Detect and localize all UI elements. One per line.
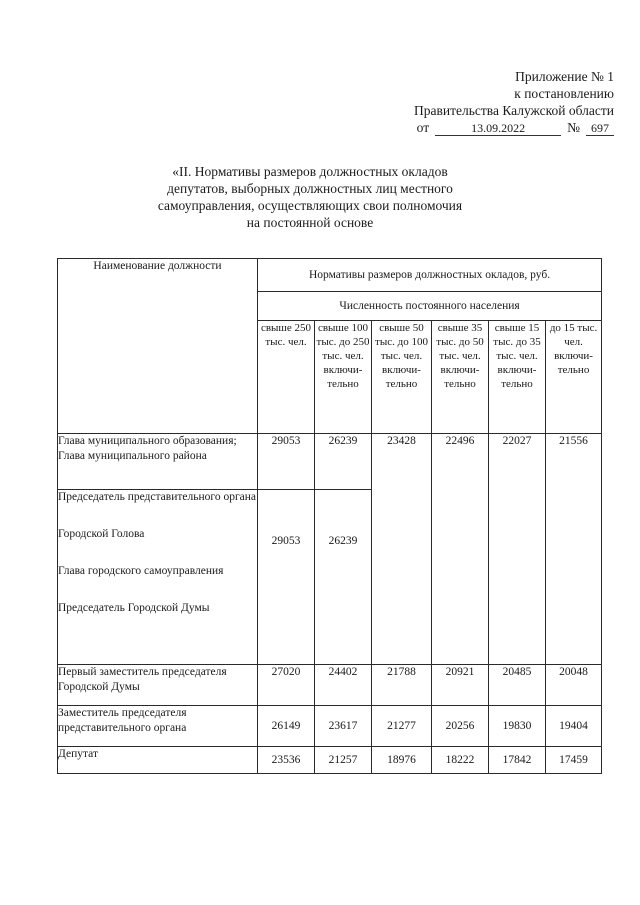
resolution-number: 697 — [586, 122, 614, 136]
salary-value: 29053 — [258, 434, 315, 490]
population-column-header: свыше 35 тыс. до 50 тыс. чел. включи-тельно — [432, 321, 489, 434]
resolution-date: 13.09.2022 — [435, 122, 561, 136]
salary-value: 21277 — [372, 706, 432, 747]
population-column-header: свыше 50 тыс. до 100 тыс. чел. включи-тельно — [372, 321, 432, 434]
position-name: Заместитель председателя представительного органа — [58, 706, 258, 747]
title-line-4: на постоянной основе — [246, 215, 374, 230]
salary-value: 21556 — [546, 434, 602, 665]
position-name: Первый заместитель председателя Городской Думы — [58, 665, 258, 706]
salary-value: 23617 — [315, 706, 372, 747]
salary-value: 20485 — [489, 665, 546, 706]
salary-value: 27020 — [258, 665, 315, 706]
document-header — [414, 68, 614, 136]
to-resolution-label: к постановлению — [514, 86, 614, 101]
salary-value: 20921 — [432, 665, 489, 706]
population-header: Численность постоянного населения — [258, 292, 602, 321]
date-number-row — [414, 119, 614, 136]
salary-value: 26239 — [315, 434, 372, 490]
salary-value: 18222 — [432, 747, 489, 774]
population-column-header: до 15 тыс. чел. включи-тельно — [546, 321, 602, 434]
salary-value: 24402 — [315, 665, 372, 706]
number-label: № — [567, 120, 580, 135]
salary-value: 23536 — [258, 747, 315, 774]
position-name: Депутат — [58, 747, 258, 774]
salary-value: 17842 — [489, 747, 546, 774]
salary-value: 18976 — [372, 747, 432, 774]
position-name: Председатель представительного органа — [58, 491, 257, 503]
salary-value: 26149 — [258, 706, 315, 747]
population-column-header: свыше 100 тыс. до 250 тыс. чел. включи-тельно — [315, 321, 372, 434]
table-row — [58, 747, 602, 774]
salary-value: 20256 — [432, 706, 489, 747]
title-line-2: депутатов, выборных должностных лиц местного — [167, 181, 453, 196]
salary-value: 22496 — [432, 434, 489, 665]
position-name: Городской Голова — [58, 528, 145, 540]
salary-value: 23428 — [372, 434, 432, 665]
appendix-label: Приложение № 1 — [515, 69, 614, 84]
position-name: Председатель Городской Думы — [58, 602, 210, 614]
position-column-header: Наименование должности — [58, 259, 258, 434]
salary-value: 19830 — [489, 706, 546, 747]
table-row — [58, 665, 602, 706]
salary-value: 20048 — [546, 665, 602, 706]
government-label: Правительства Калужской области — [413, 103, 614, 118]
table-row — [58, 706, 602, 747]
title-line-3: самоуправления, осуществляющих свои полномочия — [157, 198, 463, 213]
section-title — [100, 163, 520, 231]
population-column-header: свыше 250 тыс. чел. — [258, 321, 315, 434]
position-name: Глава муниципального образования; Глава муниципального района — [58, 434, 258, 490]
salary-value: 26239 — [315, 490, 372, 665]
table-row — [58, 434, 602, 490]
salary-norms-table — [57, 258, 602, 774]
salary-value: 21788 — [372, 665, 432, 706]
position-names-group — [58, 490, 258, 665]
salary-value: 22027 — [489, 434, 546, 665]
salary-value: 21257 — [315, 747, 372, 774]
salary-value: 19404 — [546, 706, 602, 747]
title-line-1: «II. Нормативы размеров должностных окладов — [172, 164, 448, 179]
salary-value: 17459 — [546, 747, 602, 774]
position-name: Глава городского самоуправления — [58, 565, 224, 577]
from-label: от — [416, 120, 430, 135]
norms-header: Нормативы размеров должностных окладов, руб. — [258, 259, 602, 292]
population-column-header: свыше 15 тыс. до 35 тыс. чел. включи-тельно — [489, 321, 546, 434]
salary-value: 29053 — [258, 490, 315, 665]
